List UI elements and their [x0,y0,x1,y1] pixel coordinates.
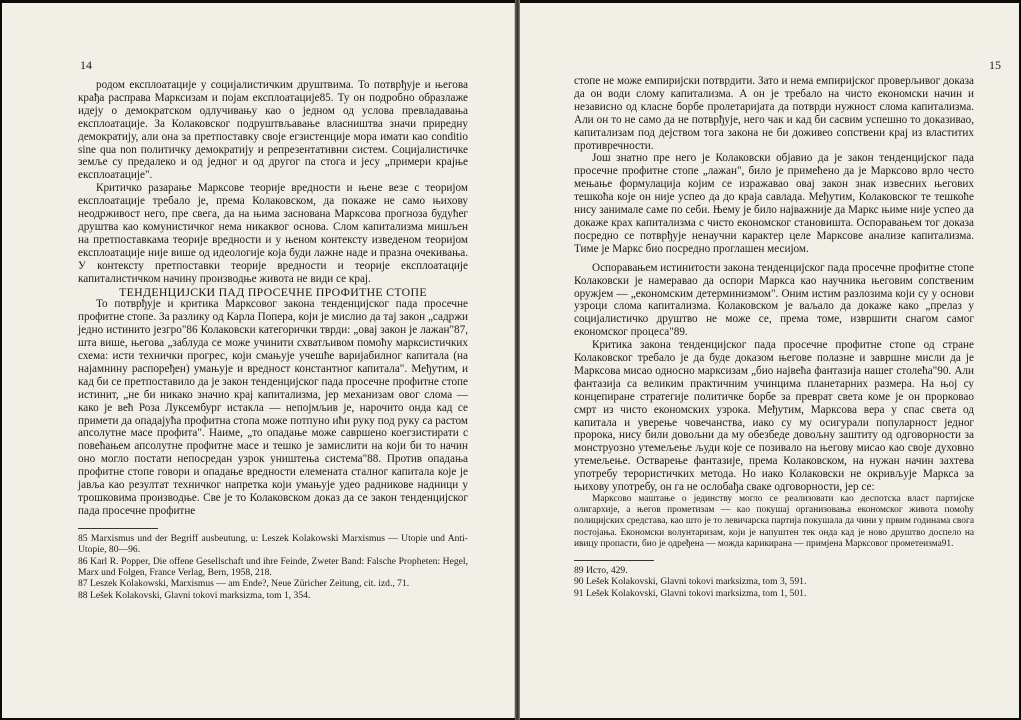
footnote: 88 Lešek Kolakovski, Glavni tokovi marksizma, tom 1, 354. [78,589,311,601]
footnote-divider [78,528,158,529]
paragraph: стопе не може емпиријски потврдити. Зато и нема емпиријског проверљивог доказа да он води слому капитализма. А он је требало на чисто економски начин и независно од класне борбе пролетаријата да потврди нужност слома капитализма. Али он то не само да не потврђује, него чак и кад би сасвим успешно то доказивао, капитализам под дејством тога закона не би доживео сопствени крај из властитих противречности. [574,75,974,152]
text-column [78,79,468,601]
section-heading: ТЕНДЕНЦИЈСКИ ПАД ПРОСЕЧНЕ ПРОФИТНЕ СТОПЕ [119,284,427,299]
left-page [2,3,515,718]
footnote: 91 Lešek Kolakovski, Glavni tokovi marksizma, tom 1, 501. [574,587,807,599]
right-page [520,3,1019,718]
paragraph: Критика закона тенденцијског пада просечне профитне стопе од стране Колаковског требало је да буде доказом његове полазне и завршне мисли да је Марксова мисао односно марксизам „био највећа фантазија нашег столећа"90. Али фантазија са великим практичним учинцима планетарних размера. На њој су концепиране стратегије политичке борбе за преврат света коме је он прорковао смрт из чисто економских узрока. Међутим, Марксова вера у спас света од капитала и уверење човечанства, иако су му осигурали популарност једног пророка, нису били довољни да му обезбеде довољну заштиту од одговорности за монструозно утемељење људи које се позивало на његову мисао као своје духовно утемељење. Остварење фантазије, према Колаковском, на нужан начин захтева употребу терористичких метода. Но иако Колаковски не окривљује Маркса за њихову употребу, он га не ослобађа сваке одговорности, јер се: [574,339,974,494]
page-number: 15 [989,58,1001,72]
footnote: 86 Karl R. Popper, Die offene Gesellschaft und ihre Feinde, Zweter Band: Falsche Propheten: Hegel, Marx und Folgen, France Verlag, Bern, 1958, 218. [78,555,468,579]
footnote: 90 Lešek Kolakovski, Glavni tokovi marksizma, tom 3, 591. [574,576,807,588]
paragraph: родом експлоатације у социјалистичким друштвима. То потврђује и његова крађа расправа Марксизам и појам експлоатације85. Ту он подробно образлаже идеју о демократском одлучивању као о једном од услова превладавања експлоатације. За Колаковског подруштвљавање власништва значи приредну демократију, али она за претпоставку своје егзистенције мора имати као conditio sine qua non политичку демократију и репрезентативни систем. Социјалистичке земље су предалеко и од једног и од другог па стога и јесу „примери крајње експлоатације". [78,79,468,182]
paragraph: То потврђује и критика Марксовог закона тенденцијског пада просечне профитне стопе. За разлику од Карла Попера, који је мислио да тај закон „садржи једно истинито језгро"86 Колаковски категорички тврди: „овај закон је лажан"87, шта више, његова „заблуда се може учинити схватљивом помоћу марксистичких схема: исти технички прогрес, који смањује учешће варијабилног капитала (на најамнину распоређен) умањује и вредност константног капитала". Међутим, и кад би се претпоставило да је закон тенденцијског пада просечне профитне стопе истинит, „не би никако значио крај капитализма, јер механизам овог слома — како је већ Роза Луксембург истакла — непојмљив је, нарочито онда кад се примети да опадајућа профитна стопа може потпуно ићи руку под руку са растом апсолутне масе профита". Наиме, „то опадање може савршено коегзистирати с повећањем апсолутне профитне масе и тешко је замислити на који би то начин оно могло постати непосредан узрок уништења система"88. Против опадања профитне стопе говори и опадање вредности елемената сталног капитала које је јавља као резултат техничког напретка који умањује удео радникове надници у трошковима производње. Све је то Колаковском доказ да се закон тенденцијског пада просечне профитне [78,298,468,517]
page-number: 14 [80,58,92,72]
paragraph: Критичко разарање Марксове теорије вредности и њене везе с теоријом експлоатације требало је, према Колаковском, да покаже не само њихову неодрживост него, пре свега, да на њима заснована Марксова прогноза будућег друштва као комунистичког нема никаквог основа. Слом капитализма мишљен на претпоставкама теорије вредности и у њеном контексту изведеном теоријом експлоатације није више од идеологије која буди лажне наде и празна очекивања. У контексту претпоставки теорије вредности и теорије експлоатације капиталистичком начину производње живота не види се крај. [78,182,468,285]
footnote-divider [574,560,654,561]
paragraph: Још знатно пре него је Колаковски објавио да је закон тенденцијског пада просечне профитне стопе „лажан", било је примећено да је Марксово врло често мењање формулација којим се изражавао овај закон знак извесних његових тешкоћа које он није успео да до краја савлада. Међутим, Колаковског те тешкоће нису занимале саме по себи. Њему је било најважније да Маркс њиме није успео да докаже крах капитализма с чисто економског становишта. Оспоравањем тог доказа посредно се потврђује ненаучни карактер целе Марксове анализе капитализма. Тиме је Маркс био посредно проглашен месијом. [574,152,974,255]
block-quote: Марксово маштање о јединству могло се реализовати као деспотска власт партијске олигархије, а његов прометизам — као покушај организовања економског живота помоћу полицијских средстава, као што је то левичарска партија покушала да чини у првим годинама свога постојања. Економски волунтаризам, који је напуштен тек онда кад је ново друштво доспело на ивицу пропасти, био је одређена — можда карикирана — примјена Марксовог прометеизма91. [574,494,974,549]
paragraph: Оспоравањем истинитости закона тенденцијског пада просечне профитне стопе Колаковски је намеравао да оспори Маркса као научника његовим сопственим оружјем — „економским детерминизмом". Оним истим разлозима који су у основи узроци слома капитализма. Колаковском је ваљало да докаже како „прелаз у социјалистичко друштво не може се, према томе, извршити снагом самог економског процеса"89. [574,261,974,339]
footnote: 89 Исто, 429. [574,565,628,577]
footnote: 85 Marxismus und der Begriff ausbeutung, u: Leszek Kolakowski Marxismus — Utopie und Anti-Utopie, 80—96. [78,532,468,556]
text-column [574,75,974,599]
footnote: 87 Leszek Kolakowski, Marxismus — am Ende?, Neue Züricher Zeitung, cit. izd., 71. [78,578,410,590]
